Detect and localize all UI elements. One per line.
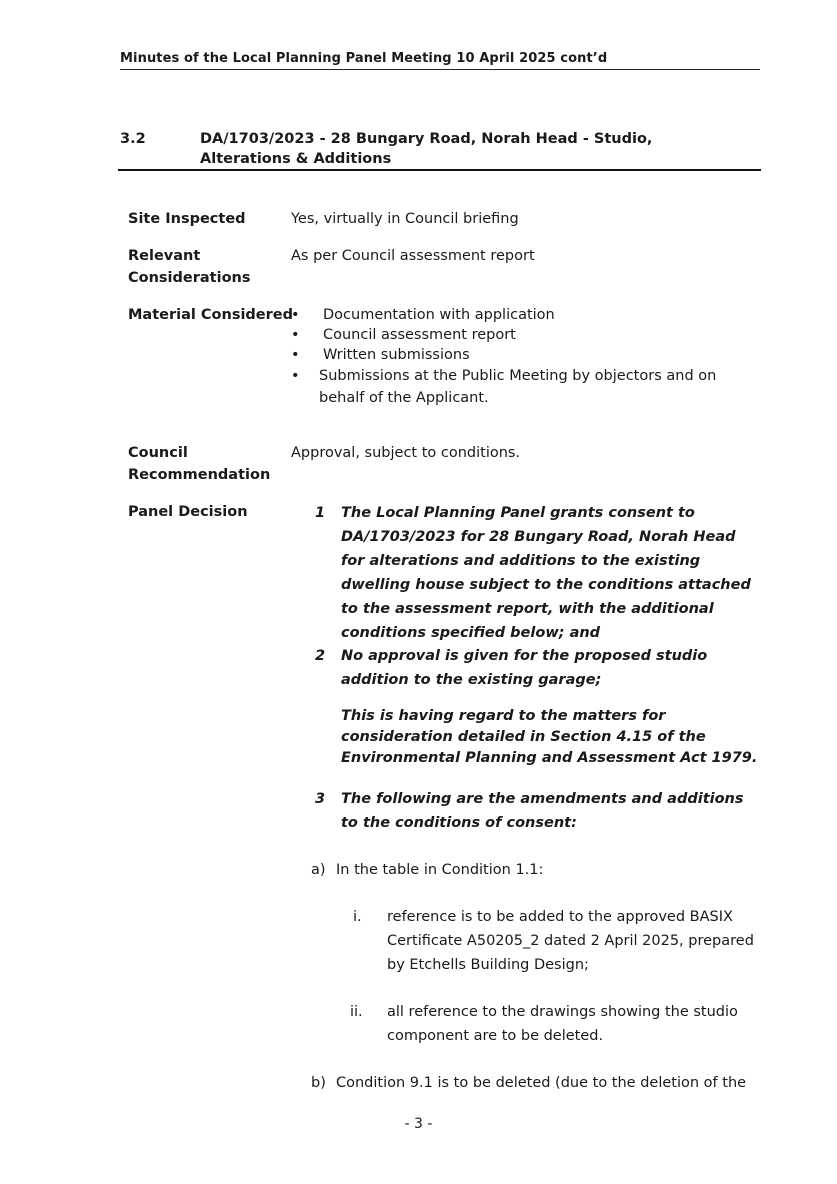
panel-decision-label: Panel Decision xyxy=(128,504,248,520)
header-divider xyxy=(120,69,760,70)
relevant-considerations-label xyxy=(128,245,251,289)
bullet-text: Documentation with application xyxy=(323,307,555,323)
bullet-text: Submissions at the Public Meeting by objectors and on behalf of the Applicant. xyxy=(319,368,717,406)
decision-text: No approval is given for the proposed studio addition to the existing garage; xyxy=(341,648,708,688)
amendment-a-marker: a) xyxy=(311,862,326,878)
decision-number: 2 xyxy=(315,648,326,664)
bullet-text: Council assessment report xyxy=(323,327,516,343)
list-item xyxy=(291,365,761,409)
running-header: Minutes of the Local Planning Panel Meeting 10 April 2025 cont’d xyxy=(120,51,608,66)
relevant-considerations-value: As per Council assessment report xyxy=(291,248,535,264)
list-item xyxy=(291,305,761,325)
council-recommendation-value: Approval, subject to conditions. xyxy=(291,445,521,461)
amendment-b-marker: b) xyxy=(311,1075,326,1091)
material-bullet-list xyxy=(291,305,761,409)
bullet-icon: • xyxy=(291,307,300,323)
bullet-text: Written submissions xyxy=(323,347,470,363)
site-inspected-label: Site Inspected xyxy=(128,211,246,227)
council-recommendation-label xyxy=(128,442,270,486)
page-number: - 3 - xyxy=(404,1116,433,1132)
relevant-label-line2: Considerations xyxy=(128,270,251,286)
decision-number: 1 xyxy=(315,505,326,521)
bullet-icon: • xyxy=(291,347,300,363)
sub-item-ii-marker: ii. xyxy=(350,1004,363,1020)
item-number: 3.2 xyxy=(120,131,146,147)
decision-text: The Local Planning Panel grants consent to DA/1703/2023 for 28 Bungary Road, Norah Head for alterations and additions to the existing dwelling house subject to the conditions attached to the assessment report, with the additional conditions specified below; and xyxy=(341,505,751,641)
list-item xyxy=(291,325,761,345)
heading-divider xyxy=(118,169,761,171)
sub-item-ii-text: all reference to the drawings showing the studio component are to be deleted. xyxy=(387,1004,738,1044)
amendment-a-text: In the table in Condition 1.1: xyxy=(336,862,544,878)
decision-note: This is having regard to the matters for consideration detailed in Section 4.15 of the Environmental Planning and Assessment Act 1979. xyxy=(341,708,758,766)
material-considered-label: Material Considered xyxy=(128,307,294,323)
sub-item-i-text: reference is to be added to the approved BASIX Certificate A50205_2 dated 2 April 2025, prepared by Etchells Building Design; xyxy=(387,909,754,973)
recommendation-label-line2: Recommendation xyxy=(128,467,271,483)
amendment-b-text: Condition 9.1 is to be deleted (due to the deletion of the xyxy=(336,1075,747,1091)
recommendation-label-line1: Council xyxy=(128,445,188,461)
sub-item-i-marker: i. xyxy=(353,909,362,925)
bullet-icon: • xyxy=(291,368,300,384)
list-item xyxy=(291,345,761,365)
relevant-label-line1: Relevant xyxy=(128,248,201,264)
decision-text: The following are the amendments and additions to the conditions of consent: xyxy=(341,791,744,831)
decision-number: 3 xyxy=(315,791,326,807)
item-title: DA/1703/2023 - 28 Bungary Road, Norah Head - Studio, Alterations & Additions xyxy=(200,131,653,167)
site-inspected-value: Yes, virtually in Council briefing xyxy=(291,211,519,227)
bullet-icon: • xyxy=(291,327,300,343)
